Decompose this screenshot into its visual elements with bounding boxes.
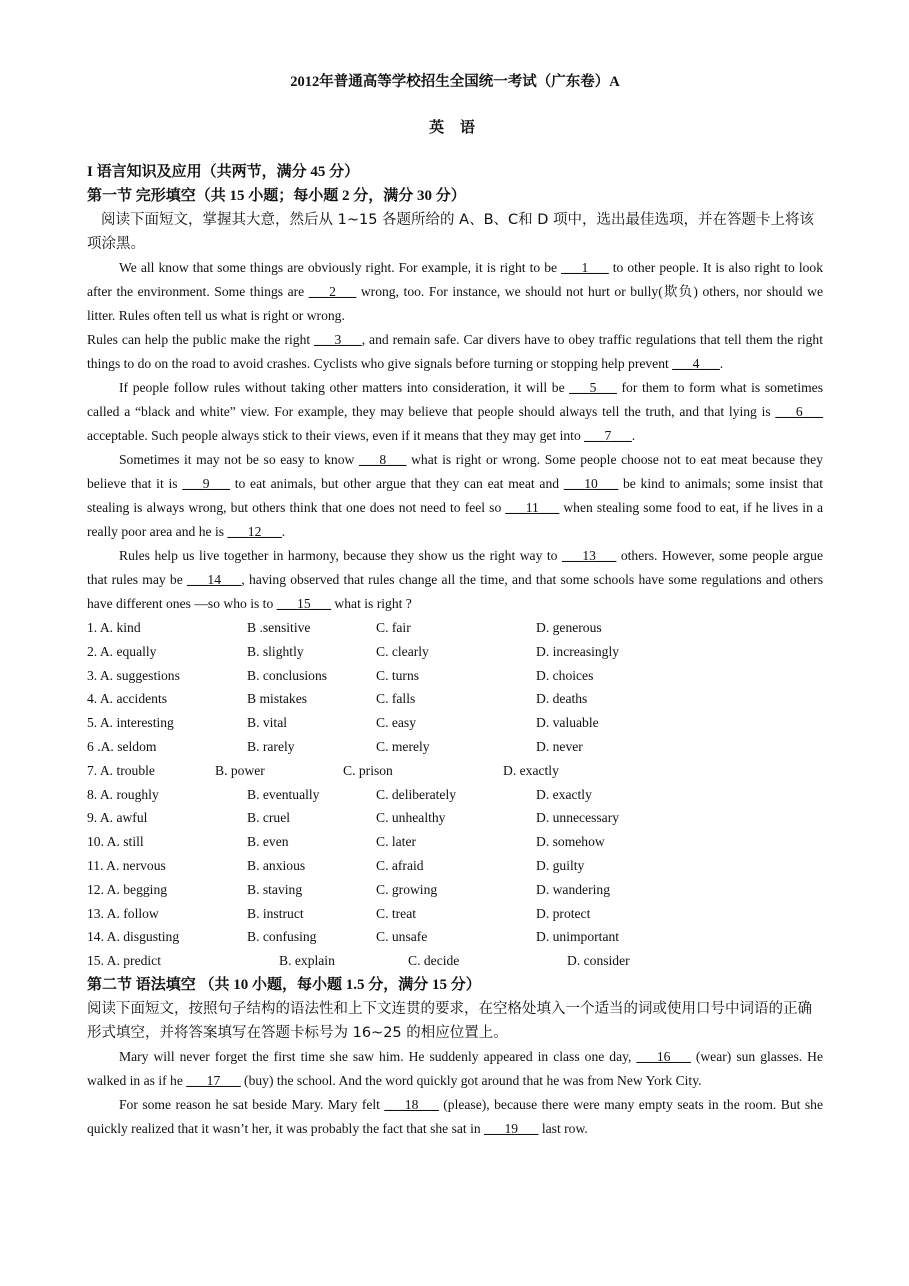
part1-heading: I 语言知识及应用（共两节，满分 45 分）	[87, 164, 360, 180]
option-row: 4. A. accidents B mistakes C. falls D. deaths	[87, 691, 588, 707]
option-row: 15. A. predict B. explain C. decide D. consider	[87, 953, 630, 969]
cloze-paragraph-5: Rules help us live together in harmony, because they show us the right way to ___13___ others. However, some people argue that rules may be ___14___, having observed that rules change all the time, and that some schools have some regulations and others have different ones —so who is to ___15___ what is right ?	[87, 548, 824, 611]
option-row: 3. A. suggestions B. conclusions C. turns D. choices	[87, 667, 594, 683]
blank-15: ___15___	[276, 596, 332, 611]
option-row: 9. A. awful B. cruel C. unhealthy D. unnecessary	[87, 810, 620, 826]
cloze-paragraph-3: If people follow rules without taking other matters into consideration, it will be ___5___ for them to form what is sometimes called a “black and white” view. For example, they may believe that people should always tell the truth, and that lying is ___6___ acceptable. Such people always stick to their views, even if it means that they may get into ___7___.	[87, 380, 823, 443]
option-row: 14. A. disgusting B. confusing C. unsafe D. unimportant	[87, 929, 620, 945]
blank-9: ___9___	[182, 476, 230, 491]
cloze-paragraph-2: Rules can help the public make the right ___3___, and remain safe. Car divers have to obey traffic regulations that tell them the right things to do on the road to avoid crashes. Cyclists who give signals before turning or stopping help prevent ___4___.	[87, 332, 823, 371]
option-row: 11. A. nervous B. anxious C. afraid D. guilty	[87, 857, 585, 873]
blank-17: ___17___	[186, 1072, 241, 1088]
section1-instruction: 阅读下面短文，掌握其大意，然后从 1~15 各题所给的 A、B、C和 D 项中，选出最佳选项，并在答题卡上将该项涂黑。	[87, 212, 815, 252]
blank-5: ___5___	[569, 380, 617, 395]
option-row: 12. A. begging B. staving C. growing D. wandering	[87, 881, 610, 897]
blank-19: ___19___	[484, 1120, 539, 1136]
blank-12: ___12___	[227, 524, 282, 539]
blank-4: ___4___	[672, 356, 720, 371]
blank-13: ___13___	[561, 548, 617, 563]
blank-16: ___16___	[636, 1048, 691, 1064]
blank-14: ___14___	[187, 572, 242, 587]
cloze-paragraph-4: Sometimes it may not be so easy to know ___8___ what is right or wrong. Some people choose not to eat meat because they believe that it is ___9___ to eat animals, but other argue that they can eat meat and ___10___ be kind to animals; some insist that stealing is always wrong, but others think that one does not need to feel so ___11___ when stealing some food to eat, if he lives in a really poor area and he is ___12___.	[87, 452, 824, 539]
blank-11: ___11___	[505, 500, 560, 515]
blank-2: ___2___	[308, 284, 357, 299]
section2-instruction: 阅读下面短文，按照句子结构的语法性和上下文连贯的要求，在空格处填入一个适当的词或使用口号中词语的正确形式填空，并将答案填写在答题卡标号为 16~25 的相应位置上。	[87, 1000, 812, 1041]
blank-8: ___8___	[358, 452, 407, 467]
blank-7: ___7___	[584, 428, 632, 443]
blank-1: ___1___	[561, 260, 609, 275]
blank-10: ___10___	[563, 476, 619, 491]
option-row: 6 .A. seldom B. rarely C. merely D. never	[87, 738, 583, 754]
exam-title: 2012年普通高等学校招生全国统一考试（广东卷）A	[290, 74, 620, 90]
option-row: 1. A. kind B .sensitive C. fair D. generous	[87, 620, 602, 635]
cloze-paragraph-1: We all know that some things are obviously right. For example, it is right to be ___1___ to other people. It is also right to look after the environment. Some things are ___2___ wrong, too. For instance, we should not hurt or bully(欺负) others, nor should we litter. Rules often tell us what is right or wrong.	[87, 260, 823, 323]
blank-18: ___18___	[384, 1096, 439, 1112]
blank-6: ___6___	[775, 404, 823, 419]
grammar-paragraph-2: For some reason he sat beside Mary. Mary felt ___18___ (please), because there were many empty seats in the room. But she quickly realized that it wasn’t her, it was probably the fact that she sat in ___19___ last row.	[87, 1096, 823, 1136]
grammar-paragraph-1: Mary will never forget the first time she saw him. He suddenly appeared in class one day, ___16___ (wear) sun glasses. He walked in as if he ___17___ (buy) the school. And the word quickly got around that he was from New York City.	[87, 1048, 823, 1088]
subject-title: 英 语	[429, 120, 481, 136]
option-row: 13. A. follow B. instruct C. treat D. protect	[87, 905, 591, 921]
option-row: 7. A. trouble B. power C. prison D. exactly	[87, 762, 559, 778]
blank-3: ___3___	[314, 332, 362, 347]
option-row: 5. A. interesting B. vital C. easy D. valuable	[87, 715, 599, 731]
option-row: 10. A. still B. even C. later D. somehow	[87, 834, 605, 850]
section2-heading: 第二节 语法填空 （共 10 小题，每小题 1.5 分，满分 15 分）	[87, 976, 481, 993]
exam-page	[87, 70, 823, 1141]
option-row: 2. A. equally B. slightly C. clearly D. increasingly	[87, 643, 620, 659]
section1-heading: 第一节 完形填空（共 15 小题；每小题 2 分，满分 30 分）	[87, 188, 466, 204]
options-list	[87, 616, 823, 973]
option-row: 8. A. roughly B. eventually C. deliberately D. exactly	[87, 786, 592, 802]
